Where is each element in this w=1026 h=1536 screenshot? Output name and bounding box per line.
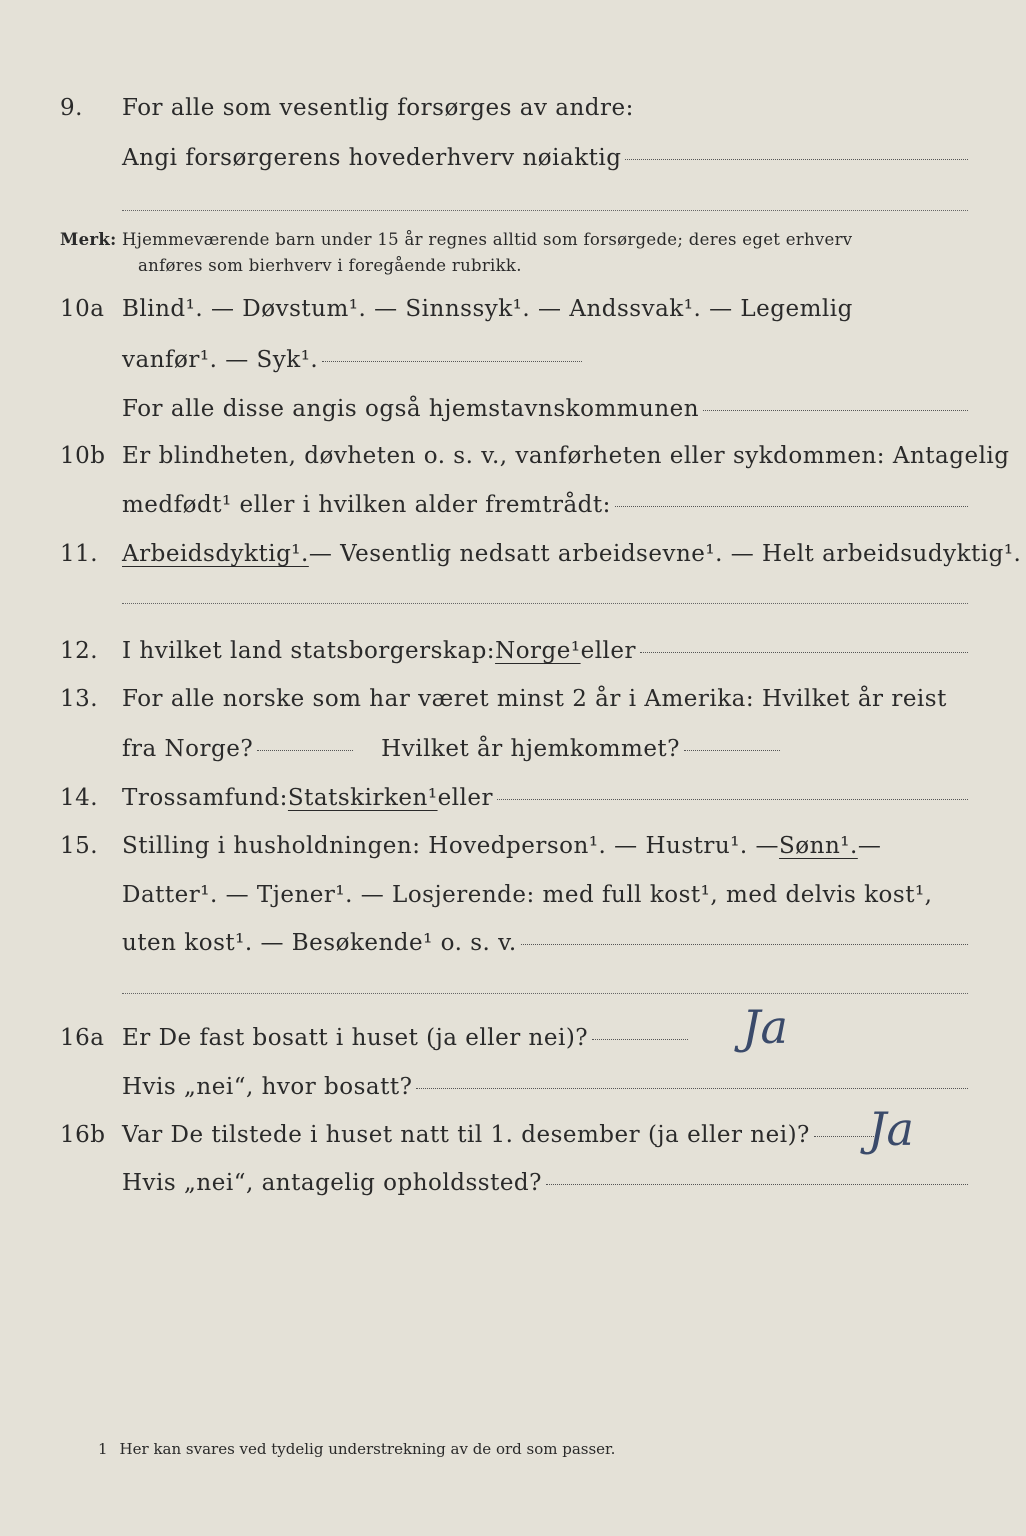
q13-text2a: fra Norge? <box>122 736 254 762</box>
q14-text: Trossamfund: <box>122 785 288 811</box>
q13-row1 <box>60 686 968 712</box>
q16a-answer-field[interactable] <box>592 1039 688 1040</box>
q14-row <box>60 785 968 811</box>
q9-text: For alle som vesentlig forsørges av andre: <box>122 95 634 121</box>
q16a-row1 <box>60 1025 968 1051</box>
q15-answer-field[interactable] <box>521 944 968 945</box>
q14-number: 14. <box>60 785 99 811</box>
q9-text2: Angi forsørgerens hovederhverv nøiaktig <box>122 145 622 171</box>
q15-number: 15. <box>60 833 99 859</box>
q14-option-statskirken[interactable]: Statskirken¹ <box>287 785 438 811</box>
q12-text-eller: eller <box>580 638 637 664</box>
footnote-text: Her kan svares ved tydelig understrekning av de ord som passer. <box>119 1440 616 1458</box>
q14-text-eller: eller <box>437 785 493 811</box>
q12-answer-field[interactable] <box>640 652 968 653</box>
q13-hjemkommet-field[interactable] <box>684 750 780 751</box>
merk-note <box>60 230 968 249</box>
merk-label: Merk: <box>60 230 117 249</box>
q16a-text1: Er De fast bosatt i huset (ja eller nei)? <box>122 1025 589 1051</box>
q10a-text1: Blind¹. — Døvstum¹. — Sinnssyk¹. — Andssvak¹. — Legemlig <box>122 296 853 322</box>
q16a-bosatt-field[interactable] <box>416 1088 968 1089</box>
q15-text1b: — <box>857 833 882 859</box>
q16b-opholdssted-field[interactable] <box>546 1184 968 1185</box>
q16b-number: 16b <box>60 1122 106 1148</box>
q13-text2b: Hvilket år hjemkommet? <box>381 736 681 762</box>
q15-text2: Datter¹. — Tjener¹. — Losjerende: med full kost¹, med delvis kost¹, <box>122 882 933 908</box>
q11-option-arbeidsdyktig[interactable]: Arbeidsdyktig¹. <box>122 541 309 567</box>
q10b-row2 <box>60 492 968 518</box>
q16a-row2 <box>60 1074 968 1100</box>
q9-row2 <box>60 145 968 171</box>
q15-text3: uten kost¹. — Besøkende¹ o. s. v. <box>122 930 517 956</box>
q16a-number: 16a <box>60 1025 105 1051</box>
q16b-answer-field[interactable] <box>814 1136 874 1137</box>
q16b-text2: Hvis „nei“, antagelig opholdssted? <box>122 1170 542 1196</box>
q12-option-norge[interactable]: Norge¹ <box>495 638 581 664</box>
footnote-number: 1 <box>98 1440 108 1458</box>
q9-answer-field[interactable] <box>625 159 968 160</box>
q16b-row2 <box>60 1170 968 1196</box>
q10a-row1 <box>60 296 968 322</box>
q15-row3 <box>60 930 968 956</box>
q10a-row3 <box>60 396 968 422</box>
q12-text: I hvilket land statsborgerskap: <box>122 638 496 664</box>
q9-number: 9. <box>60 95 83 121</box>
q10a-row2 <box>60 347 968 373</box>
q16a-handwritten-answer: Ja <box>742 1000 788 1054</box>
q9-row1 <box>60 95 968 121</box>
merk-note-2 <box>138 256 968 275</box>
q15-text1a: Stilling i husholdningen: Hovedperson¹. — Hustru¹. — <box>122 833 780 859</box>
q10b-text2: medfødt¹ eller i hvilken alder fremtrådt: <box>122 492 611 518</box>
footnote <box>98 1440 615 1458</box>
q10a-text2: vanfør¹. — Syk¹. <box>122 347 319 373</box>
q10a-hjemstavn-field[interactable] <box>703 410 968 411</box>
q16b-text1: Var De tilstede i huset natt til 1. desember (ja eller nei)? <box>122 1122 810 1148</box>
q15-row1 <box>60 833 968 859</box>
q11-number: 11. <box>60 541 99 567</box>
q10b-text1: Er blindheten, døvheten o. s. v., vanførheten eller sykdommen: Antagelig <box>122 443 1010 469</box>
q16a-text2: Hvis „nei“, hvor bosatt? <box>122 1074 413 1100</box>
q10a-answer-field[interactable] <box>322 361 582 362</box>
q15-answer-line[interactable] <box>122 993 968 994</box>
q12-number: 12. <box>60 638 99 664</box>
q14-answer-field[interactable] <box>497 799 968 800</box>
q10b-answer-field[interactable] <box>615 506 968 507</box>
q11-answer-line[interactable] <box>122 603 968 604</box>
q15-option-sonn[interactable]: Sønn¹. <box>779 833 858 859</box>
q11-row <box>60 541 1022 567</box>
q10b-row1 <box>60 443 1010 469</box>
q13-number: 13. <box>60 686 99 712</box>
q16b-handwritten-answer: Ja <box>868 1102 914 1156</box>
q13-text1: For alle norske som har været minst 2 år i Amerika: Hvilket år reist <box>122 686 947 712</box>
merk-text1: Hjemmeværende barn under 15 år regnes alltid som forsørgede; deres eget erhverv <box>122 230 853 249</box>
q10a-number: 10a <box>60 296 105 322</box>
q16b-row1 <box>60 1122 968 1148</box>
merk-text2: anføres som bierhverv i foregående rubrikk. <box>138 256 522 275</box>
q9-answer-line[interactable] <box>122 210 968 211</box>
q13-row2 <box>60 736 968 762</box>
q10b-number: 10b <box>60 443 106 469</box>
q12-row <box>60 638 968 664</box>
q15-row2 <box>60 882 968 908</box>
q11-text: — Vesentlig nedsatt arbeidsevne¹. — Helt arbeidsudyktig¹. <box>308 541 1022 567</box>
q13-reist-field[interactable] <box>257 750 353 751</box>
q10a-text3: For alle disse angis også hjemstavnskommunen <box>122 396 700 422</box>
